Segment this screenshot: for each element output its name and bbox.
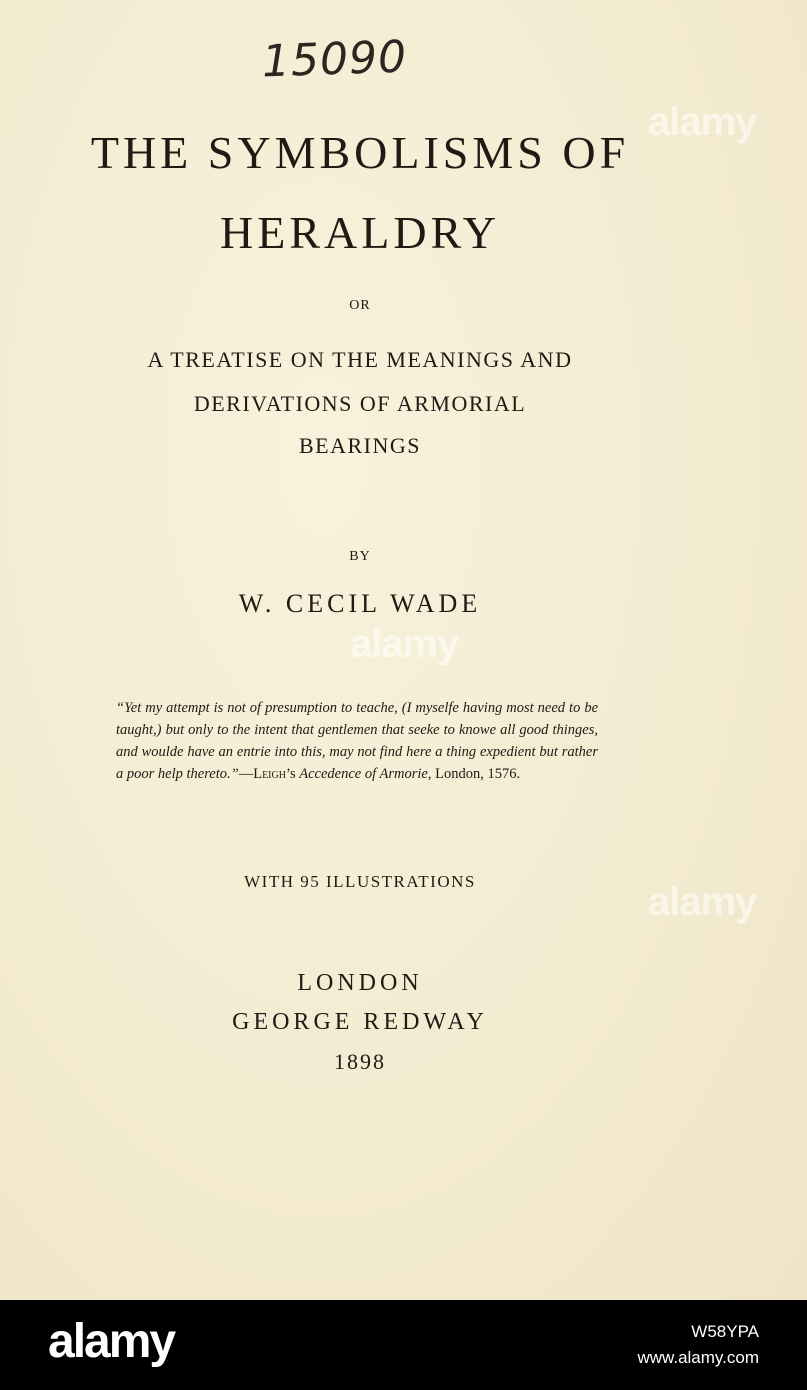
epigraph-place-date: , London, 1576. xyxy=(427,766,521,782)
illustrations-note: WITH 95 ILLUSTRATIONS xyxy=(244,872,476,891)
site-url: www.alamy.com xyxy=(637,1348,759,1367)
epigraph-dash: — xyxy=(238,766,254,782)
watermark: alamy xyxy=(648,880,757,924)
handwritten-catalog-number: 15090 xyxy=(261,31,408,88)
alamy-logo: alamy xyxy=(48,1315,175,1368)
watermark: alamy xyxy=(648,100,757,144)
book-title-line-1: THE SYMBOLISMS OF xyxy=(90,127,630,178)
by-label: BY xyxy=(349,549,371,564)
imprint-year: 1898 xyxy=(334,1049,386,1074)
stock-photo-footer xyxy=(0,1300,807,1390)
epigraph-author: Leigh xyxy=(253,766,286,782)
epigraph xyxy=(116,697,598,785)
imprint-publisher: GEORGE REDWAY xyxy=(232,1009,488,1035)
image-id: W58YPA xyxy=(691,1322,759,1341)
book-title-line-2: HERALDRY xyxy=(220,207,500,258)
or-connector: OR xyxy=(349,298,371,313)
imprint-city: LONDON xyxy=(297,970,423,996)
subtitle-line-1: A TREATISE ON THE MEANINGS AND xyxy=(147,347,573,372)
watermark: alamy xyxy=(350,622,459,666)
epigraph-attribution xyxy=(239,766,520,782)
epigraph-work: Accedence of Armorie xyxy=(299,766,428,782)
epigraph-author-suffix: ’s xyxy=(285,766,300,782)
subtitle-line-2: DERIVATIONS OF ARMORIAL xyxy=(193,391,527,416)
author-name: W. CECIL WADE xyxy=(238,589,482,618)
epigraph-text: “Yet my attempt is not of presumption to teache, (I myselfe having most need to be taught,) but only to the intent that gentlemen that seeke to knowe all good thinges, and woulde have an entrie into this, may not find here a thing expedient but rather a poor help thereto.” xyxy=(116,700,598,782)
subtitle-line-3: BEARINGS xyxy=(298,433,421,458)
